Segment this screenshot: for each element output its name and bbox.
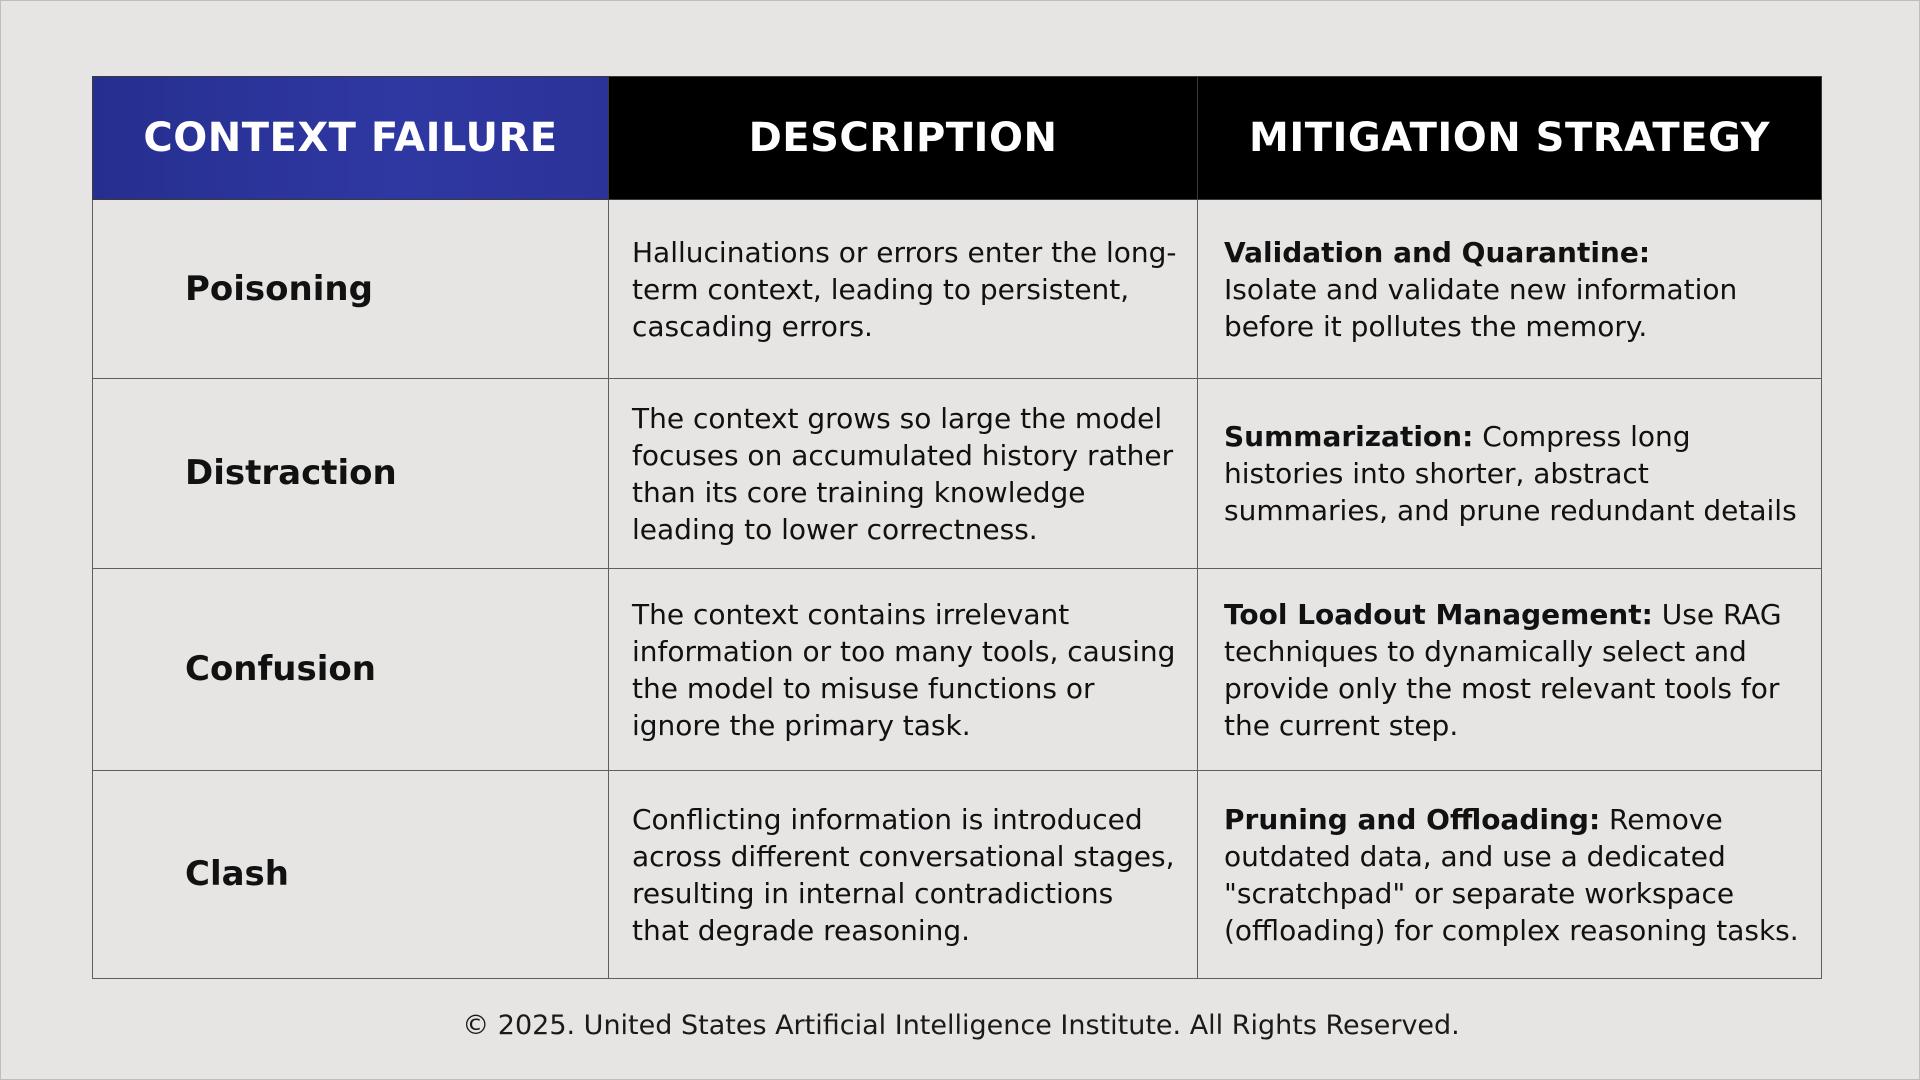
header-mitigation-strategy: MITIGATION STRATEGY <box>1198 77 1822 200</box>
mitigation-text: Use RAG techniques to dynamically select and provide only the most relevant tools for the current step. <box>1224 597 1782 742</box>
mitigation-title: Validation and Quarantine: <box>1224 235 1651 269</box>
failure-description: The context contains irrelevant information or too many tools, causing the model to misuse functions or ignore the primary task. <box>609 569 1198 771</box>
table-row <box>93 771 1822 979</box>
mitigation-cell <box>1198 569 1822 771</box>
failure-name: Poisoning <box>93 200 609 379</box>
copyright-footer: © 2025. United States Artificial Intelligence Institute. All Rights Reserved. <box>462 1010 1460 1041</box>
mitigation-text: Isolate and validate new information before it pollutes the memory. <box>1224 272 1738 343</box>
table-row <box>93 379 1822 569</box>
table-row <box>93 200 1822 379</box>
mitigation-cell <box>1198 379 1822 569</box>
context-failure-table <box>92 76 1822 979</box>
failure-description: Hallucinations or errors enter the long-term context, leading to persistent, cascading errors. <box>609 200 1198 379</box>
failure-name: Clash <box>93 771 609 979</box>
mitigation-cell <box>1198 200 1822 379</box>
failure-description: Conflicting information is introduced across different conversational stages, resulting in internal contradictions that degrade reasoning. <box>609 771 1198 979</box>
mitigation-text: Compress long histories into shorter, abstract summaries, and prune redundant details <box>1224 420 1797 527</box>
failure-name: Distraction <box>93 379 609 569</box>
failure-name: Confusion <box>93 569 609 771</box>
table-row <box>93 569 1822 771</box>
failure-description: The context grows so large the model focuses on accumulated history rather than its core training knowledge leading to lower correctness. <box>609 379 1198 569</box>
mitigation-title: Pruning and Offloading: <box>1224 802 1601 836</box>
mitigation-title: Summarization: <box>1224 420 1474 453</box>
header-description: DESCRIPTION <box>609 77 1198 200</box>
header-context-failure: CONTEXT FAILURE <box>93 77 609 200</box>
context-failure-table-wrapper <box>92 76 1821 979</box>
mitigation-title: Tool Loadout Management: <box>1224 597 1653 631</box>
mitigation-text: Remove outdated data, and use a dedicated "scratchpad" or separate workspace (offloading) for complex reasoning tasks. <box>1224 802 1799 947</box>
table-header-row <box>93 77 1822 200</box>
mitigation-cell <box>1198 771 1822 979</box>
